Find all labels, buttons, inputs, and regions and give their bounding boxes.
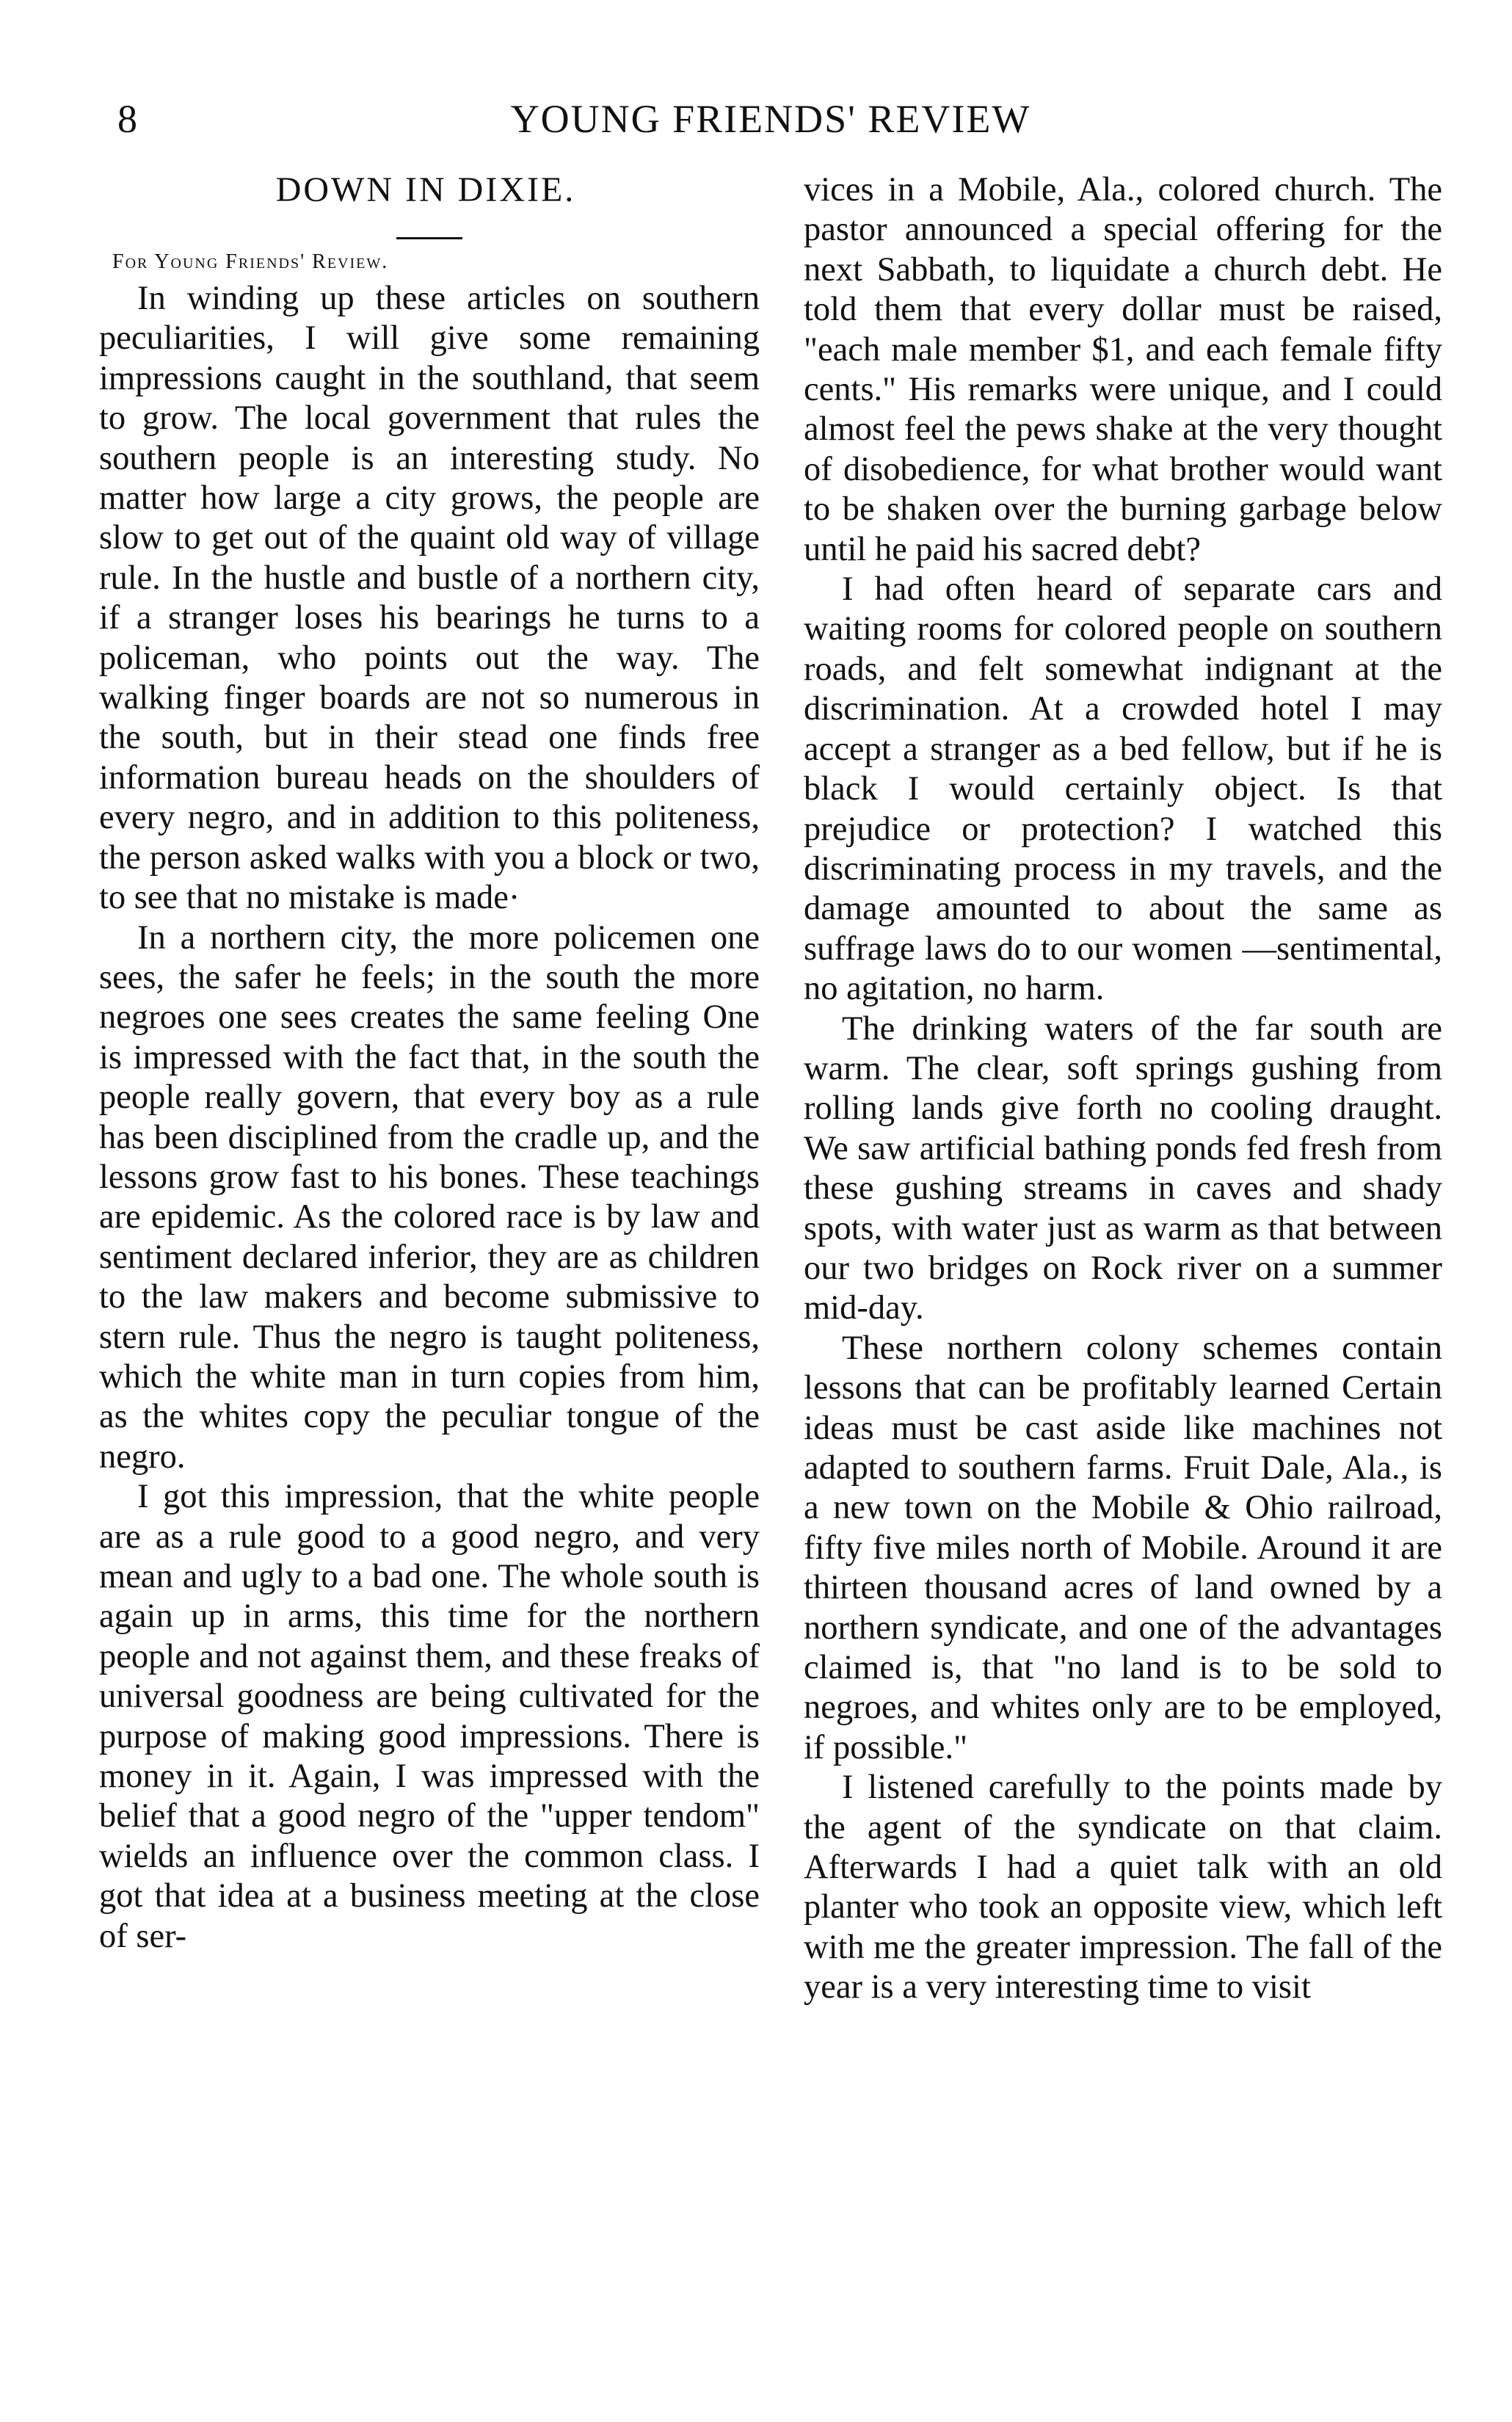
title-rule [396,237,462,239]
byline: For Young Friends' Review. [112,250,389,273]
paragraph: I listened carefully to the points made by the agent of the syndicate on that claim. Afterwards I had a quiet talk with an old planter who took an opposite view, which left with me the greater impression. The fall of the year is a very interesting time to visit [804,1769,1442,2006]
paragraph: I had often heard of separate cars and waiting rooms for colored people on southern roads, and felt somewhat indignant at the discrimination. At a crowded hotel I may accept a stranger as a bed fellow, but if he is black I would certainly object. Is that prejudice or protection? I watched this discriminating process in my travels, and the damage amounted to about the same as suffrage laws do to our women —sentimental, no agitation, no harm. [804,570,1442,1008]
article-title: DOWN IN DIXIE. [275,170,576,209]
paragraph: In a northern city, the more policemen one sees, the safer he feels; in the south the more negroes one sees creates the same feeling One is impressed with the fact that, in the south the people really govern, that every boy as a rule has been disciplined from the cradle up, and the lessons grow fast to his bones. These teachings are epidemic. As the colored race is by law and sentiment declared inferior, they are as children to the law makers and become submissive to stern rule. Thus the negro is taught politeness, which the white man in turn copies from him, as the whites copy the peculiar tongue of the negro. [99,918,760,1476]
left-column [99,170,760,1957]
paragraph: These northern colony schemes contain lessons that can be profitably learned Certain ideas must be cast aside like machines not adapted to southern farms. Fruit Dale, Ala., is a new town on the Mobile & Ohio railroad, fifty five miles north of Mobile. Around it are thirteen thousand acres of land owned by a northern syndicate, and one of the advantages claimed is, that "no land is to be sold to negroes, and whites only are to be employed, if possible." [804,1329,1442,1766]
paragraph: In winding up these articles on southern peculiarities, I will give some remaining impressions caught in the southland, that seem to grow. The local government that rules the southern people is an interesting study. No matter how large a city grows, the people are slow to get out of the quaint old way of village rule. In the hustle and bustle of a northern city, if a stranger loses his bearings he turns to a policeman, who points out the way. The walking finger boards are not so numerous in the south, but in their stead one finds free information bureau heads on the shoulders of every negro, and in addition to this politeness, the person asked walks with you a block or two, to see that no mistake is made· [99,280,760,917]
page-number: 8 [117,97,137,141]
running-title: YOUNG FRIENDS' REVIEW [510,97,1031,141]
paragraph: The drinking waters of the far south are warm. The clear, soft springs gushing from rolling lands give forth no cooling draught. We saw artificial bathing ponds fed fresh from these gushing streams in caves and shady spots, with water just as warm as that between our two bridges on Rock river on a summer mid-day. [804,1009,1442,1327]
paragraph: I got this impression, that the white people are as a rule good to a good negro, and very mean and ugly to a bad one. The whole south is again up in arms, this time for the northern people and not against them, and these freaks of universal goodness are being cultivated for the purpose of making good impressions. There is money in it. Again, I was impressed with the belief that a good negro of the "upper tendom" wields an influence over the common class. I got that idea at a business meeting at the close of ser- [99,1478,760,1955]
right-column [804,170,1442,2008]
paragraph-continued: vices in a Mobile, Ala., colored church. The pastor announced a special offering for the next Sabbath, to liquidate a church debt. He told them that every dollar must be raised, "each male member $1, and each female fifty cents." His remarks were unique, and I could almost feel the pews shake at the very thought of disobedience, for what brother would want to be shaken over the burning garbage below until he paid his sacred debt? [804,171,1442,568]
